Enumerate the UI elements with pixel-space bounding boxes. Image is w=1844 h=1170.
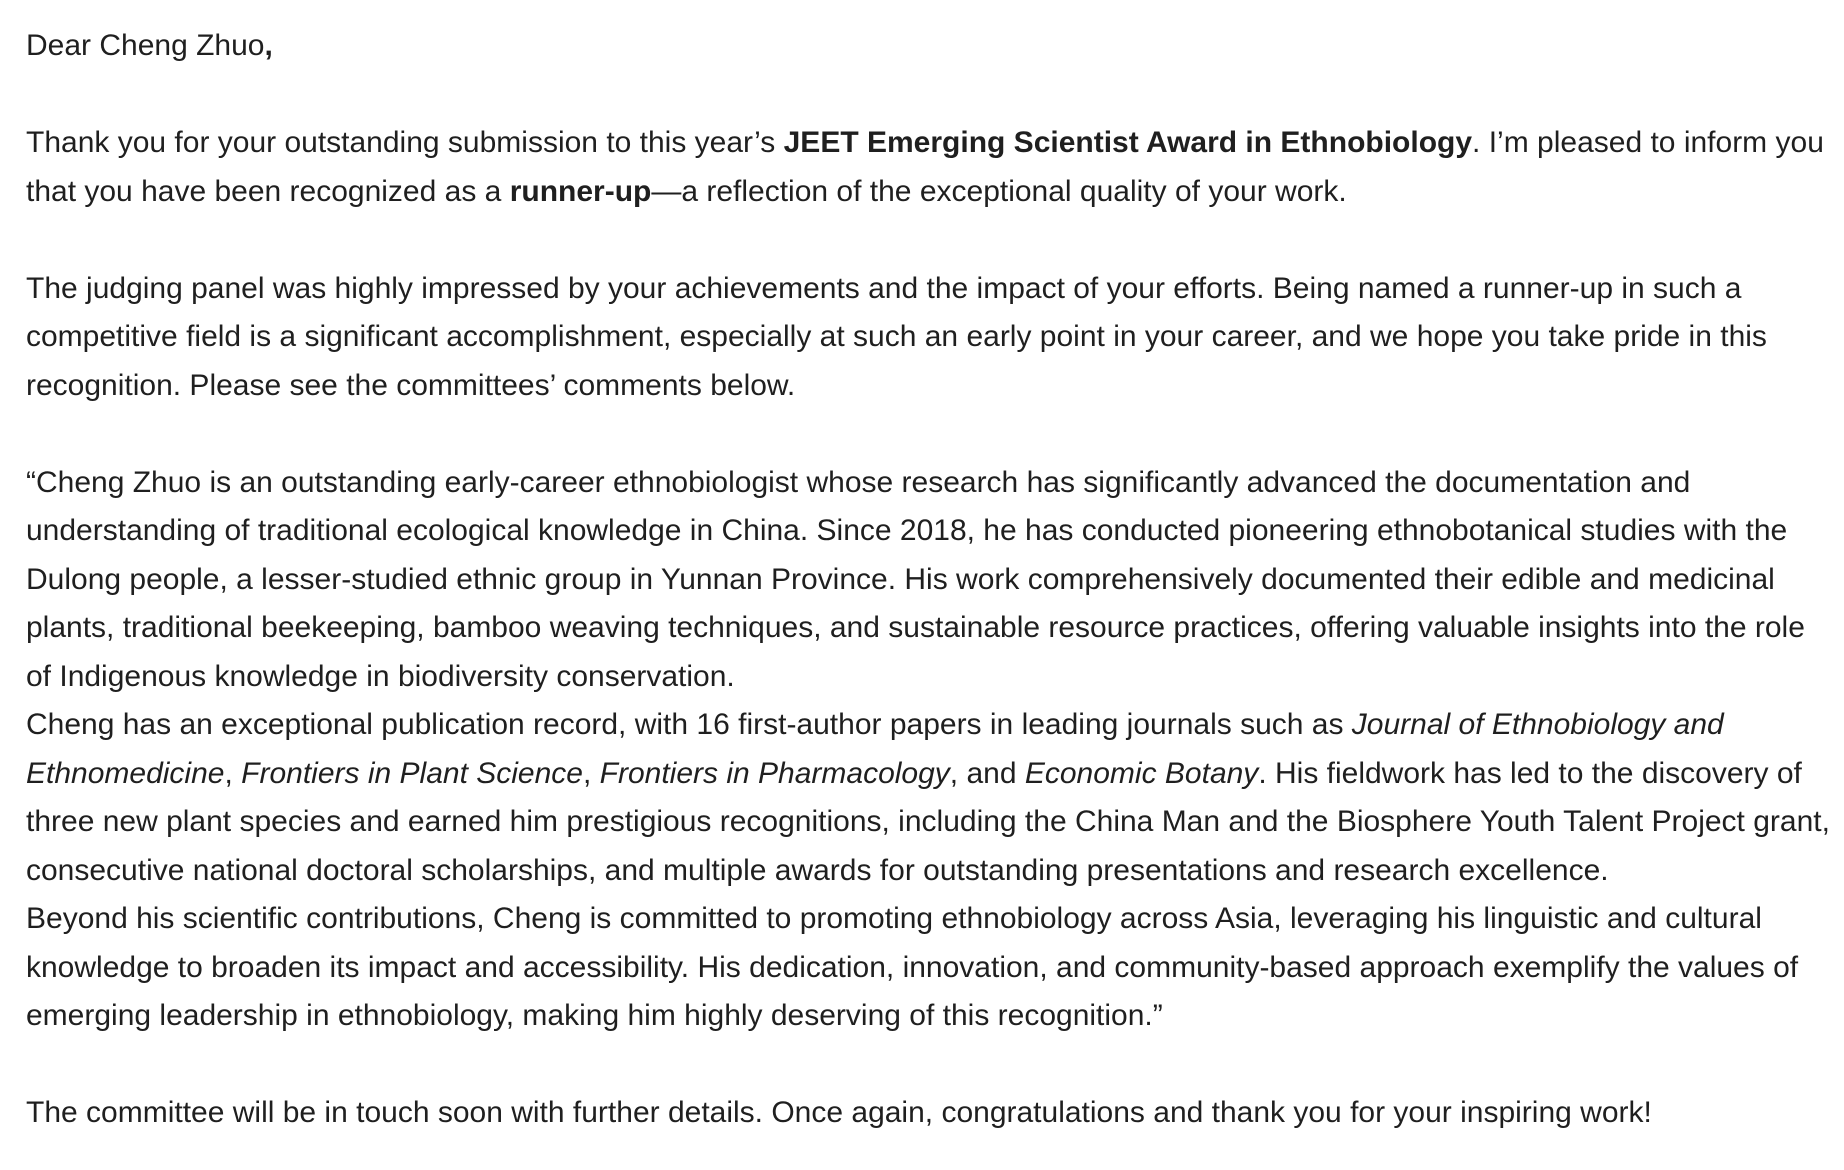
paragraph-spacer: [26, 1041, 1838, 1090]
journal-title: Frontiers in Plant Science: [241, 756, 583, 790]
paragraph-spacer: [26, 216, 1838, 265]
journal-title: Frontiers in Pharmacology: [599, 756, 950, 790]
greeting: [26, 22, 1838, 71]
separator: , and: [949, 756, 1025, 790]
panel-paragraph: The judging panel was highly impressed by your achievements and the impact of your efforts. Being named a runner-up in such a competitive field is a significant accomplishment, especially at such an early point in your career, and we hope you take pride in this recognition. Please see the committees’ comments below.: [26, 271, 1767, 402]
quote-paragraph-1: “Cheng Zhuo is an outstanding early-career ethnobiologist whose research has significantly advanced the documentation and understanding of traditional ecological knowledge in China. Since 2018, he has conducted pioneering ethnobotanical studies with the Dulong people, a lesser-studied ethnic group in Yunnan Province. His work comprehensively documented their edible and medicinal plants, traditional beekeeping, bamboo weaving techniques, and sustainable resource practices, offering valuable insights into the role of Indigenous knowledge in biodiversity conservation.: [26, 465, 1805, 693]
journal-title: Economic Botany: [1024, 756, 1259, 790]
intro-text-3: —a reflection of the exceptional quality of your work.: [651, 174, 1347, 208]
quote-2-text-2: . His fieldwork has led to the discovery of three new plant species and earned him prestigious recognitions, including the China Man and the Biosphere Youth Talent Project grant, consecutive national doctoral scholarships, and multiple awards for outstanding presentations and research excellence.: [26, 756, 1830, 887]
runner-up-label: runner-up: [509, 174, 652, 208]
intro-text-2: . I’m pleased to inform you that you have been recognized as a: [26, 126, 1824, 208]
quote-paragraph-3: Beyond his scientific contributions, Cheng is committed to promoting ethnobiology across Asia, leveraging his linguistic and cultural knowledge to broaden its impact and accessibility. His dedication, innovation, and community-based approach exemplify the values of emerging leadership in ethnobiology, making him highly deserving of this recognition.”: [26, 902, 1799, 1032]
quote-2-text-1: Cheng has an exceptional publication record, with 16 first-author papers in leading journals such as: [26, 708, 1352, 741]
separator: ,: [224, 756, 242, 790]
quote-paragraph-2: [26, 701, 1838, 895]
separator: ,: [582, 756, 600, 790]
paragraph-spacer: [26, 71, 1838, 120]
intro-paragraph: [26, 119, 1838, 216]
greeting-text: Dear Cheng Zhuo: [26, 29, 265, 62]
greeting-comma: ,: [264, 29, 273, 62]
journal-title: Journal of Ethnobiology and Ethnomedicine: [26, 708, 1724, 790]
closing-paragraph: The committee will be in touch soon with further details. Once again, congratulations and thank you for your inspiring work!: [26, 1096, 1652, 1129]
paragraph-spacer: [26, 410, 1838, 459]
award-name: JEET Emerging Scientist Award in Ethnobiology: [783, 126, 1473, 159]
email-body: [26, 22, 1838, 1138]
intro-text-1: Thank you for your outstanding submission to this year’s: [26, 126, 784, 159]
